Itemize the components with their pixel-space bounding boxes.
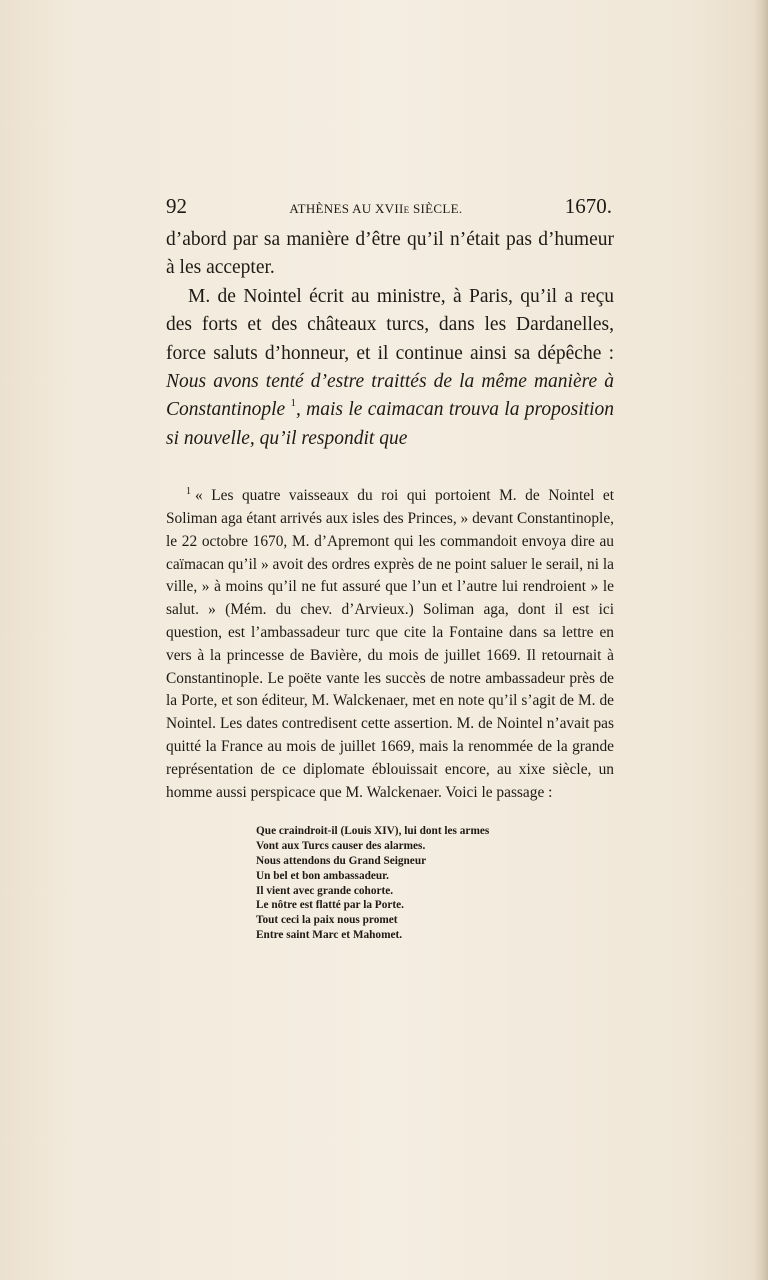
verse-line: Un bel et bon ambassadeur.	[256, 869, 389, 882]
paragraph-nointel	[166, 283, 614, 453]
verse-line: Il vient avec grande cohorte.	[256, 884, 394, 897]
verse-quotation	[256, 824, 614, 942]
footnote-paragraph	[166, 485, 614, 804]
paragraph-roman-text: M. de Nointel écrit au ministre, à Paris, qu’il a reçu des forts et des châteaux turcs, dans les Dardanelles, force saluts d’honneur, et il continue ainsi sa dépêche :	[166, 285, 614, 364]
footnote	[166, 485, 614, 943]
verse-line: Entre saint Marc et Mahomet.	[256, 928, 403, 941]
verse-line: Que craindroit-il (Louis XIV), lui dont les armes	[256, 825, 490, 838]
quoted-dispatch-part-2: , mais le caimacan trouva la proposition si nouvelle, qu’il respondit que	[166, 399, 614, 449]
verse-line: Tout ceci la paix nous promet	[256, 914, 398, 927]
page-edge-shadow	[754, 0, 768, 1280]
quoted-dispatch-part-1: Nous avons tenté d’estre traittés de la même manière à Constantinople	[166, 371, 614, 421]
verse-line: Nous attendons du Grand Seigneur	[256, 855, 427, 867]
footnote-reference[interactable]: 1	[290, 396, 296, 409]
paragraph-continued: d’abord par sa manière d’être qu’il n’était pas d’humeur à les accepter.	[166, 229, 614, 279]
page-content	[166, 194, 614, 943]
running-year: 1670.	[564, 194, 612, 218]
footnote-marker: 1	[186, 486, 191, 498]
running-head	[166, 194, 614, 222]
verse-line: Le nôtre est flatté par la Porte.	[256, 899, 404, 912]
main-text	[166, 226, 614, 453]
running-title: ATHÈNES AU XVIIe SIÈCLE.	[289, 201, 463, 216]
footnote-text: « Les quatre vaisseaux du roi qui portoient M. de Nointel et Soliman aga étant arrivés aux isles des Princes, » devant Constantinople, le 22 octobre 1670, M. d’Apremont qui les commandoit envoya dire au caïmacan qu’il » avoit des ordres exprès de ne point saluer le serail, ni la ville, » à moins qu’il ne fut assuré que l’un et l’autre lui rendroient » le salut. » (Mém. du chev. d’Arvieux.) Soliman aga, dont il est ici question, est l’ambassadeur turc que cite la Fontaine dans sa lettre en vers à la princesse de Bavière, du mois de juillet 1669. Il retournait à Constantinople. Le poëte vante les succès de notre ambassadeur près de la Porte, et son éditeur, M. Walckenaer, met en note qu’il s’agit de M. de Nointel. Les dates contredisent cette assertion. M. de Nointel n’avait pas quitté la France au mois de juillet 1669, mais la renommée de la grande représentation de ce diplomate éblouissait encore, au xixe siècle, un homme aussi perspicace que M. Walckenaer. Voici le passage :	[166, 487, 614, 801]
page-number: 92	[166, 194, 187, 218]
verse-line: Vont aux Turcs causer des alarmes.	[256, 840, 426, 853]
